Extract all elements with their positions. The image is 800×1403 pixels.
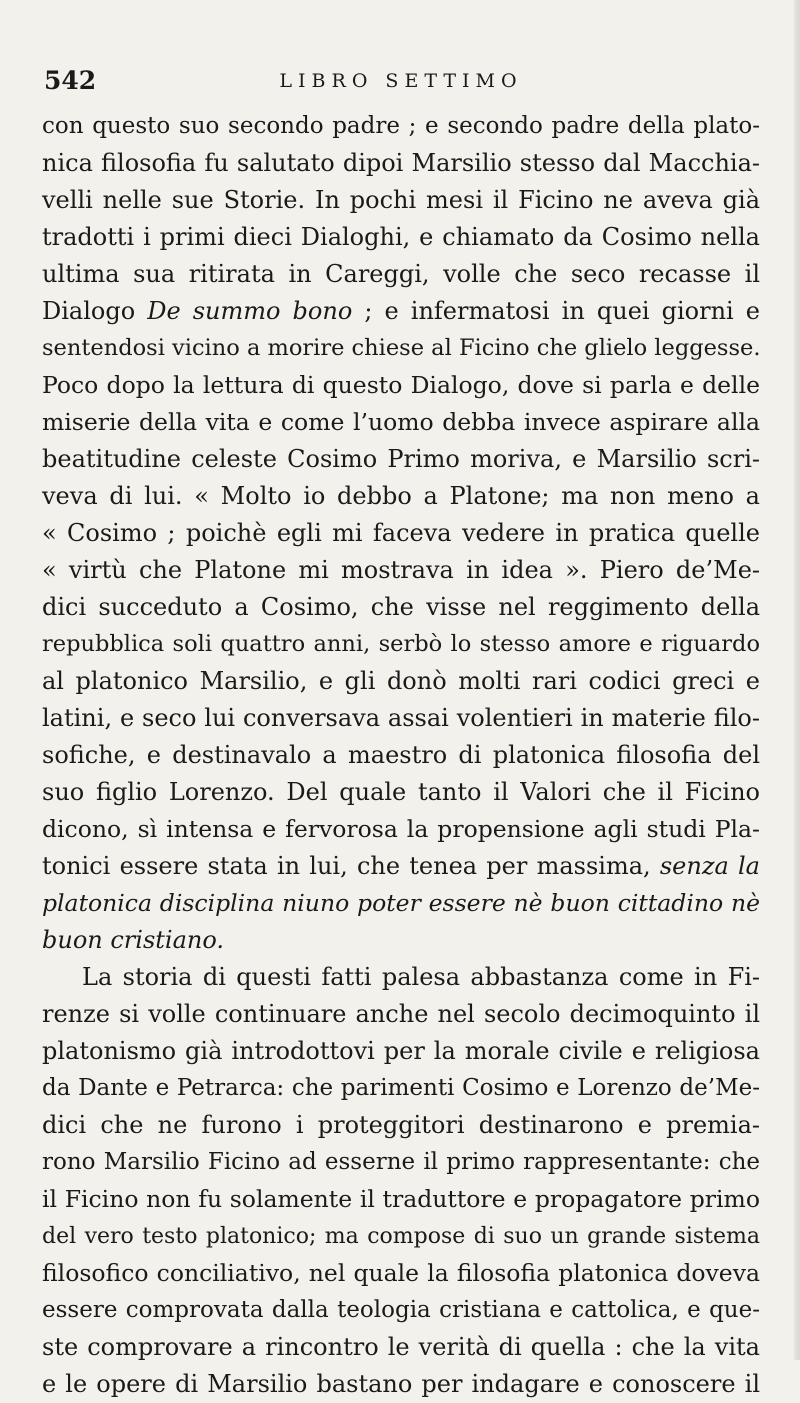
text-line: platonismo già introdottovi per la morale civile e religiosa xyxy=(42,1037,760,1065)
text-span: ; e infermatosi in quei giorni e xyxy=(352,297,760,325)
text-line: beatitudine celeste Cosimo Primo moriva, e Marsilio scri- xyxy=(42,445,760,473)
body-text xyxy=(42,108,760,1403)
text-line: dici che ne furono i proteggitori destinarono e premia- xyxy=(42,1111,760,1139)
text-line: La storia di questi fatti palesa abbastanza come in Fi- xyxy=(82,963,760,991)
text-line xyxy=(42,922,760,959)
text-line: dici succeduto a Cosimo, che visse nel reggimento della xyxy=(42,593,760,621)
text-line: tradotti i primi dieci Dialoghi, e chiamato da Cosimo nella xyxy=(42,223,760,251)
text-line: velli nelle sue Storie. In pochi mesi il Ficino ne aveva già xyxy=(42,186,760,214)
text-line: filosofico conciliativo, nel quale la filosofia platonica doveva xyxy=(42,1259,760,1287)
italic-text-span: buon cristiano. xyxy=(42,926,225,954)
text-line: con questo suo secondo padre ; e secondo padre della plato- xyxy=(42,113,760,139)
page-number: 542 xyxy=(44,66,97,95)
text-line: nica filosofia fu salutato dipoi Marsilio stesso dal Macchia- xyxy=(42,149,760,177)
text-line: al platonico Marsilio, e gli donò molti rari codici greci e xyxy=(42,667,760,695)
text-span: tonici essere stata in lui, che tenea per massima, xyxy=(42,852,660,880)
italic-text-span: De summo bono xyxy=(147,297,353,325)
text-line: sofiche, e destinavalo a maestro di platonica filosofia del xyxy=(42,741,760,769)
text-line: dicono, sì intensa e fervorosa la propensione agli studi Pla- xyxy=(42,815,760,843)
text-line: veva di lui. « Molto io debbo a Platone; ma non meno a xyxy=(42,482,760,510)
text-line xyxy=(42,293,760,330)
text-line: sentendosi vicino a morire chiese al Ficino che glielo leggesse. xyxy=(42,335,761,361)
running-head: LIBRO SETTIMO xyxy=(279,70,523,92)
text-line xyxy=(42,848,760,885)
text-line: « Cosimo ; poichè egli mi faceva vedere in pratica quelle xyxy=(42,519,760,547)
text-line: renze si volle continuare anche nel secolo decimoquinto il xyxy=(42,1000,760,1028)
text-line: latini, e seco lui conversava assai volentieri in materie filo- xyxy=(42,704,760,732)
text-line: il Ficino non fu solamente il traduttore e propagatore primo xyxy=(42,1185,760,1213)
text-line: suo figlio Lorenzo. Del quale tanto il Valori che il Ficino xyxy=(42,778,760,806)
text-line: « virtù che Platone mi mostrava in idea ». Piero de’Me- xyxy=(42,556,760,584)
text-line: Poco dopo la lettura di questo Dialogo, dove si parla e delle xyxy=(42,371,760,399)
text-span: Dialogo xyxy=(42,297,148,325)
text-line: miserie della vita e come l’uomo debba invece aspirare alla xyxy=(42,408,760,436)
text-line: da Dante e Petrarca: che parimenti Cosimo e Lorenzo de’Me- xyxy=(42,1075,760,1101)
text-line xyxy=(42,885,760,922)
text-line: rono Marsilio Ficino ad esserne il primo rappresentante: che xyxy=(42,1149,760,1175)
text-line: del vero testo platonico; ma compose di suo un grande sistema xyxy=(42,1224,760,1249)
text-line: repubblica soli quattro anni, serbò lo stesso amore e riguardo xyxy=(42,631,760,657)
scan-edge xyxy=(794,0,800,1360)
italic-text-span: senza la xyxy=(659,852,760,880)
text-line: essere comprovata dalla teologia cristiana e cattolica, e que- xyxy=(42,1297,760,1323)
italic-text-span: platonica disciplina niuno poter essere nè buon cittadino nè xyxy=(42,889,760,917)
text-line: ste comprovare a rincontro le verità di quella : che la vita xyxy=(42,1333,760,1361)
text-line: e le opere di Marsilio bastano per indagare e conoscere il xyxy=(42,1370,760,1398)
page-header xyxy=(40,66,762,94)
text-line: ultima sua ritirata in Careggi, volle che seco recasse il xyxy=(42,260,760,288)
